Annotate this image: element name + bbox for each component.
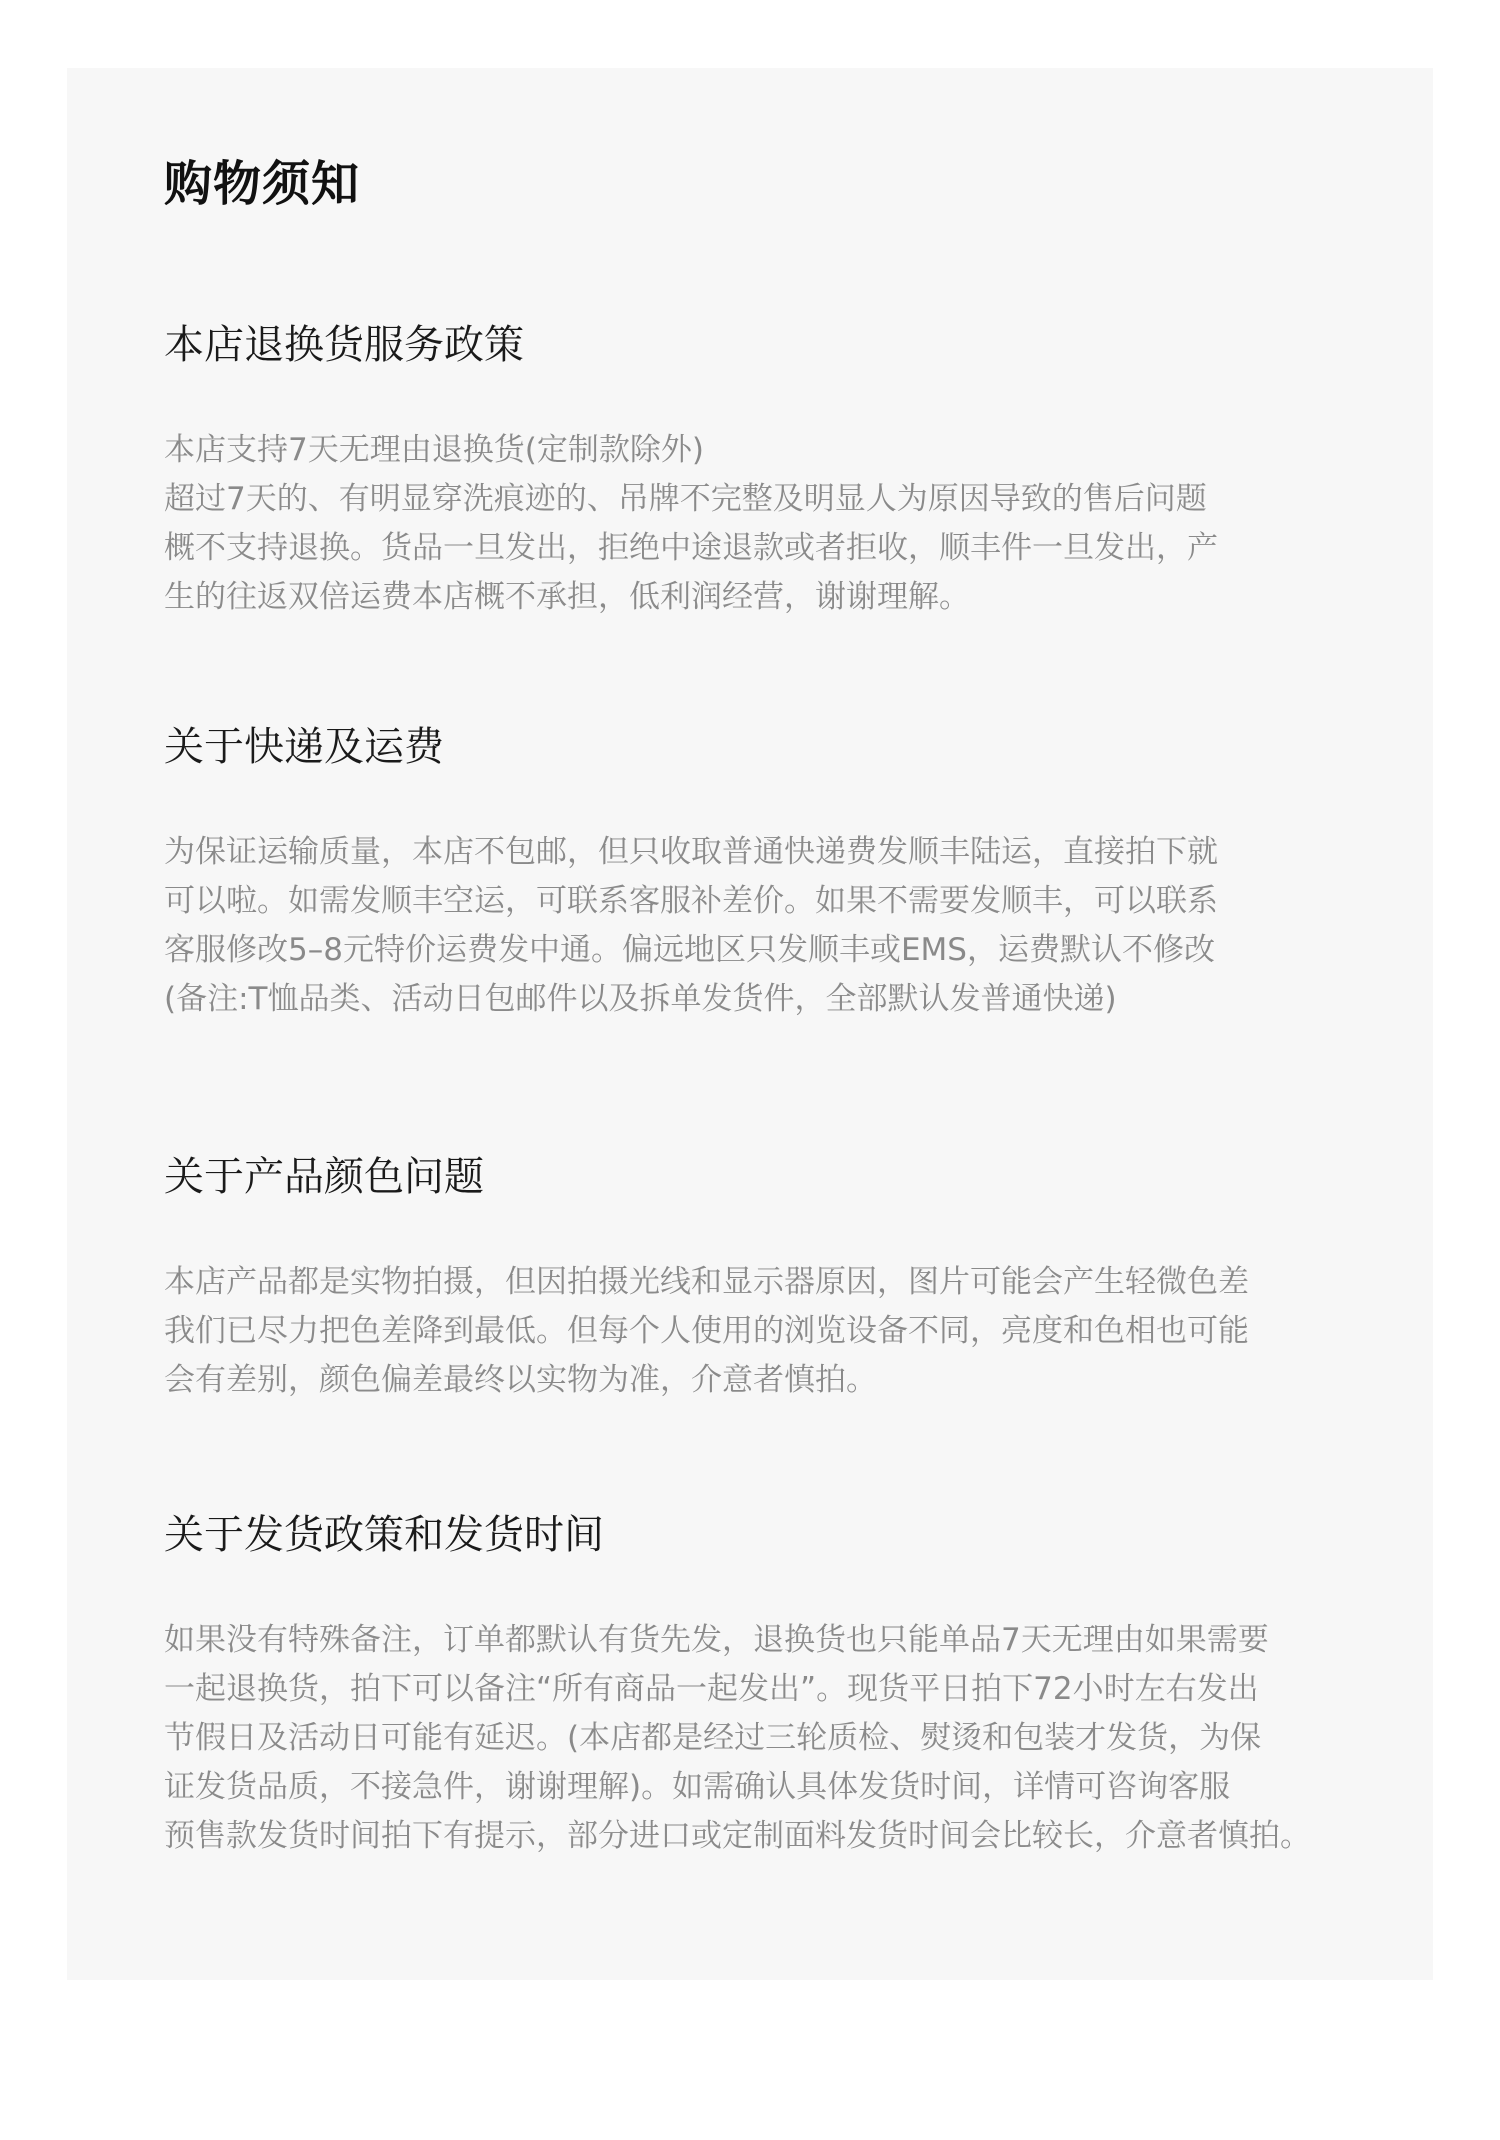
body-line: 本店支持7天无理由退换货(定制款除外) (164, 432, 704, 468)
body-line: 为保证运输质量，本店不包邮，但只收取普通快递费发顺丰陆运，直接拍下就 (164, 834, 1218, 870)
body-line: 客服修改5–8元特价运费发中通。偏远地区只发顺丰或EMS，运费默认不修改 (164, 932, 1215, 968)
body-line: 会有差别，颜色偏差最终以实物为准，介意者慎拍。 (164, 1362, 877, 1398)
shopping-notice-card (67, 68, 1433, 1980)
body-line: 一起退换货，拍下可以备注“所有商品一起发出”。现货平日拍下72小时左右发出 (164, 1671, 1259, 1707)
body-line: (备注:T恤品类、活动日包邮件以及拆单发货件，全部默认发普通快递) (164, 981, 1117, 1017)
body-line: 预售款发货时间拍下有提示，部分进口或定制面料发货时间会比较长，介意者慎拍。 (164, 1818, 1311, 1854)
section-title-color: 关于产品颜色问题 (164, 1154, 484, 1200)
body-line: 本店产品都是实物拍摄，但因拍摄光线和显示器原因，图片可能会产生轻微色差 (164, 1264, 1249, 1300)
section-body-shipping (164, 828, 1414, 1024)
body-line: 如果没有特殊备注，订单都默认有货先发，退换货也只能单品7天无理由如果需要 (164, 1622, 1269, 1658)
section-title-return-policy: 本店退换货服务政策 (164, 322, 524, 368)
body-line: 证发货品质，不接急件，谢谢理解)。如需确认具体发货时间，详情可咨询客服 (164, 1769, 1231, 1805)
section-body-return-policy (164, 426, 1414, 622)
section-title-delivery: 关于发货政策和发货时间 (164, 1512, 604, 1558)
page-title: 购物须知 (164, 156, 361, 212)
body-line: 生的往返双倍运费本店概不承担，低利润经营，谢谢理解。 (164, 579, 970, 615)
body-line: 我们已尽力把色差降到最低。但每个人使用的浏览设备不同，亮度和色相也可能 (164, 1313, 1249, 1349)
body-line: 概不支持退换。货品一旦发出，拒绝中途退款或者拒收，顺丰件一旦发出，产 (164, 530, 1218, 566)
body-line: 可以啦。如需发顺丰空运，可联系客服补差价。如果不需要发顺丰，可以联系 (164, 883, 1218, 919)
body-line: 超过7天的、有明显穿洗痕迹的、吊牌不完整及明显人为原因导致的售后问题 (164, 481, 1207, 517)
section-body-delivery (164, 1616, 1414, 1861)
section-title-shipping: 关于快递及运费 (164, 724, 444, 770)
section-body-color (164, 1258, 1414, 1405)
body-line: 节假日及活动日可能有延迟。(本店都是经过三轮质检、熨烫和包装才发货，为保 (164, 1720, 1262, 1756)
